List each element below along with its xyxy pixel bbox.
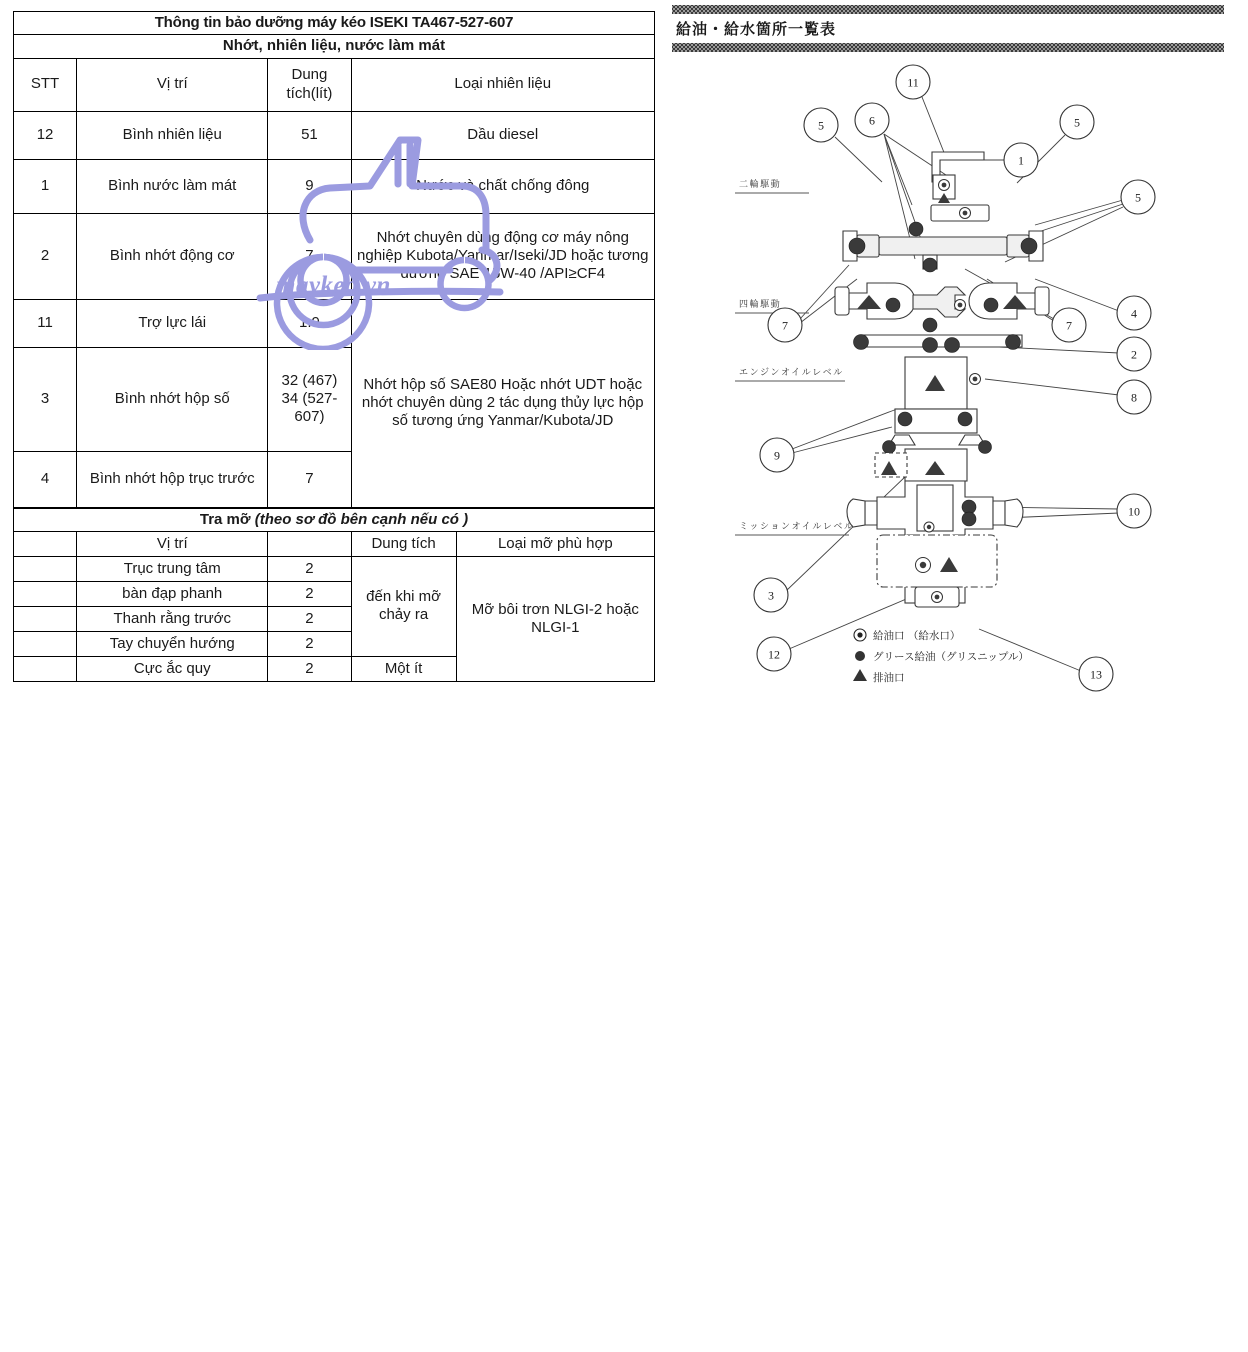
callout-number: 12 <box>768 647 780 662</box>
callout-number: 9 <box>774 448 780 463</box>
maintenance-table <box>13 11 655 508</box>
callout-2 <box>1117 337 1151 371</box>
callout-12 <box>757 637 791 671</box>
callout-1 <box>1004 143 1038 177</box>
grease-heading-row <box>14 508 655 531</box>
cell-position: Tay chuyển hướng <box>77 631 268 656</box>
callout-number: 5 <box>818 118 824 133</box>
label-engine-oil-level: エンジンオイルレベル <box>739 368 844 378</box>
cell-blank <box>14 606 77 631</box>
cell-position: bàn đạp phanh <box>77 581 268 606</box>
grease-heading-bold: Tra mỡ <box>199 510 255 528</box>
column-header-position: Vị trí <box>77 58 268 111</box>
table-row <box>14 556 655 581</box>
grease-col-blank-2 <box>268 531 351 556</box>
callout-number: 7 <box>1066 318 1072 333</box>
capacity-line-2: 34 (527- <box>281 389 338 407</box>
column-header-stt: STT <box>14 58 77 111</box>
callout-5 <box>1121 180 1155 214</box>
callout-5 <box>804 108 838 142</box>
legend-item-0-text: 給油口 （給水口） <box>873 630 961 642</box>
label-two-wheel-drive: 二輪駆動 <box>739 180 782 190</box>
cell-position: Bình nhớt hộp trục trước <box>77 451 268 507</box>
engine-block <box>875 357 992 481</box>
callout-7 <box>1052 308 1086 342</box>
callout-number: 10 <box>1128 504 1140 519</box>
cell-capacity-multiline <box>268 347 351 451</box>
callout-6 <box>855 103 889 137</box>
cell-capacity: 9 <box>268 159 351 213</box>
callout-number: 13 <box>1090 667 1102 682</box>
callout-7 <box>768 308 802 342</box>
capacity-line-1: 32 (467) <box>281 371 338 389</box>
callout-9 <box>760 438 794 472</box>
grease-col-header-type: Loại mỡ phù hợp <box>456 531 654 556</box>
cell-stt: 11 <box>14 299 77 347</box>
callout-4 <box>1117 296 1151 330</box>
cell-position: Cực ắc quy <box>77 656 268 681</box>
table-row <box>14 111 655 159</box>
callout-number: 4 <box>1131 306 1137 321</box>
grease-section-heading <box>14 508 655 531</box>
tractor-lubrication-schematic <box>672 57 1232 707</box>
cell-capacity: 7 <box>268 213 351 299</box>
cell-capacity: 51 <box>268 111 351 159</box>
cell-stt: 1 <box>14 159 77 213</box>
table-row <box>14 159 655 213</box>
halftone-band-top <box>672 5 1224 14</box>
cell-capacity-merged: đến khi mỡ chảy ra <box>351 556 456 656</box>
column-header-capacity: Dung tích(lít) <box>268 58 351 111</box>
diagram-legend <box>853 629 1029 684</box>
transmission-housing <box>847 481 1023 607</box>
column-header-fuel-type: Loại nhiên liệu <box>351 58 655 111</box>
maintenance-table-panel <box>13 11 655 682</box>
title-row <box>14 12 655 35</box>
callout-11 <box>896 65 930 99</box>
halftone-band-bottom <box>672 43 1224 52</box>
cell-stt: 12 <box>14 111 77 159</box>
cell-stt: 3 <box>14 347 77 451</box>
cell-capacity: 7 <box>268 451 351 507</box>
callout-number: 1 <box>1018 153 1024 168</box>
four-wheel-drive-axle <box>835 258 1049 353</box>
cell-count: 2 <box>268 606 351 631</box>
table-row <box>14 299 655 347</box>
cell-position: Bình nhớt động cơ <box>77 213 268 299</box>
cell-blank <box>14 581 77 606</box>
cell-blank <box>14 656 77 681</box>
fluids-heading-row <box>14 35 655 58</box>
cell-type: Nước và chất chống đông <box>351 159 655 213</box>
fluids-header-row <box>14 58 655 111</box>
cell-type: Dầu diesel <box>351 111 655 159</box>
callout-number: 6 <box>869 113 875 128</box>
cell-capacity: 1.9 <box>268 299 351 347</box>
cell-count: 2 <box>268 656 351 681</box>
diagram-text-labels <box>735 178 855 535</box>
cell-position: Trục trung tâm <box>77 556 268 581</box>
grease-header-row <box>14 531 655 556</box>
grease-col-blank-1 <box>14 531 77 556</box>
callout-number: 8 <box>1131 390 1137 405</box>
legend-item-1-text: グリース給油（グリスニップル） <box>873 651 1029 663</box>
callout-number: 5 <box>1074 115 1080 130</box>
cell-blank <box>14 631 77 656</box>
callout-number: 2 <box>1131 347 1137 362</box>
grease-col-header-capacity: Dung tích <box>351 531 456 556</box>
grease-heading-italic: (theo sơ đồ bên cạnh nếu có ) <box>254 510 469 528</box>
cell-count: 2 <box>268 581 351 606</box>
cell-type: Nhớt chuyên dùng động cơ máy nông nghiệp Kubota/Yanmar/Iseki/JD hoặc tương đương SAE 15W-40 /API≥CF4 <box>351 213 655 299</box>
grease-table <box>13 508 655 682</box>
callout-number: 3 <box>768 588 774 603</box>
cell-stt: 4 <box>14 451 77 507</box>
cell-position: Bình nhớt hộp số <box>77 347 268 451</box>
grease-col-header-position: Vị trí <box>77 531 268 556</box>
callout-10 <box>1117 494 1151 528</box>
cell-position: Bình nhiên liệu <box>77 111 268 159</box>
watermark-text: maykeo.vn <box>276 272 391 299</box>
cell-stt: 2 <box>14 213 77 299</box>
label-four-wheel-drive: 四輪駆動 <box>739 300 782 310</box>
callout-8 <box>1117 380 1151 414</box>
legend-item-2-text: 排油口 <box>873 672 905 684</box>
capacity-line-3: 607) <box>294 408 325 426</box>
callout-number: 5 <box>1135 190 1141 205</box>
cell-blank <box>14 556 77 581</box>
cell-position: Bình nước làm mát <box>77 159 268 213</box>
cell-count: 2 <box>268 631 351 656</box>
cell-position: Thanh rằng trước <box>77 606 268 631</box>
fluids-section-heading: Nhớt, nhiên liệu, nước làm mát <box>14 35 655 58</box>
diagram-title: 給油・給水箇所一覧表 <box>676 20 837 38</box>
cell-capacity-last: Một ít <box>351 656 456 681</box>
table-row <box>14 213 655 299</box>
lubrication-diagram-panel <box>672 5 1232 705</box>
callout-3 <box>754 578 788 612</box>
label-mission-oil-level: ミッションオイルレベル <box>739 522 855 532</box>
callout-5 <box>1060 105 1094 139</box>
cell-count: 2 <box>268 556 351 581</box>
cell-position: Trợ lực lái <box>77 299 268 347</box>
cell-grease-type: Mỡ bôi trơn NLGI-2 hoặc NLGI-1 <box>456 556 654 681</box>
page-title: Thông tin bảo dưỡng máy kéo ISEKI TA467-527-607 <box>14 12 655 35</box>
callout-13 <box>1079 657 1113 691</box>
callout-number: 11 <box>907 75 919 90</box>
cell-type-merged: Nhớt hộp số SAE80 Hoặc nhớt UDT hoặc nhớt chuyên dùng 2 tác dụng thủy lực hộp số tương ứng Yanmar/Kubota/JD <box>351 299 655 507</box>
callout-number: 7 <box>782 318 788 333</box>
